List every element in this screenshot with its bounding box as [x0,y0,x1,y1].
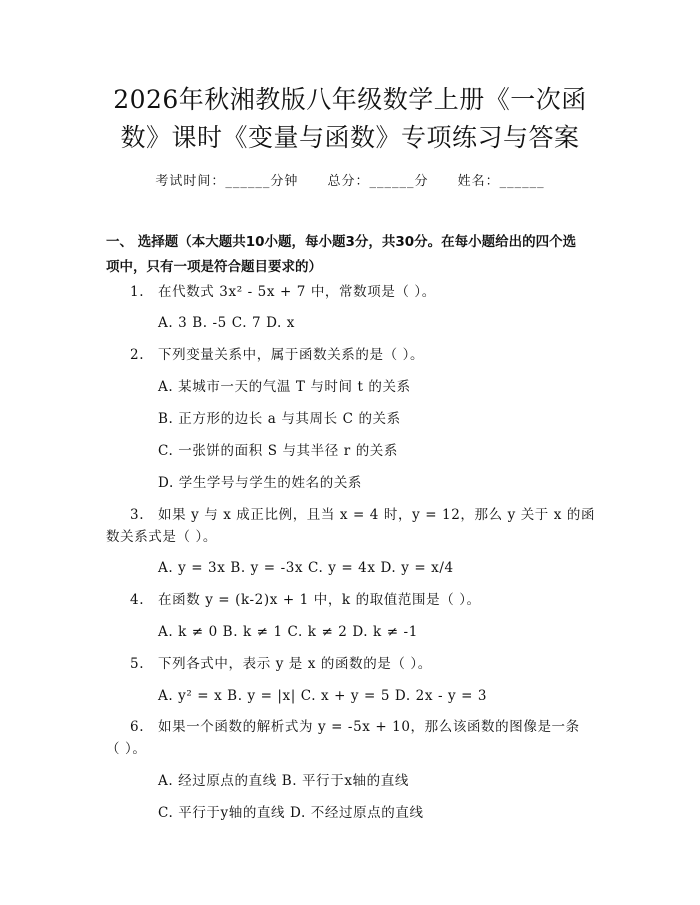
question-number: 4. [130,592,145,608]
question-number: 3. [130,507,145,523]
question-number: 6. [130,719,145,735]
section-heading [106,230,616,280]
question-4 [130,590,481,610]
exam-meta [0,170,700,189]
question-6-option-ab: A. 经过原点的直线 B. 平行于x轴的直线 [158,773,409,789]
question-text: 如果一个函数的解析式为 y = -5x + 10，那么该函数的图像是一条 [158,719,580,735]
section-heading-line-1: 一、 选择题（本大题共10小题，每小题3分，共30分。在每小题给出的四个选 [106,234,577,250]
question-2-option-c: C. 一张饼的面积 S 与其半径 r 的关系 [158,443,398,459]
question-5 [130,654,432,674]
question-text: 如果 y 与 x 成正比例，且当 x = 4 时，y = 12，那么 y 关于 x 的函 [158,507,596,523]
question-4-options: A. k ≠ 0 B. k ≠ 1 C. k ≠ 2 D. k ≠ -1 [158,624,418,640]
question-2-option-a: A. 某城市一天的气温 T 与时间 t 的关系 [158,379,411,395]
question-2-option-d: D. 学生学号与学生的姓名的关系 [158,475,363,491]
document-title-line-1: 2026年秋湘教版八年级数学上册《一次函 [113,85,587,114]
exam-time: 考试时间：______分钟 [155,174,299,189]
question-6-continued: （ ）。 [106,741,147,757]
question-3 [130,505,595,525]
question-6-option-cd: C. 平行于y轴的直线 D. 不经过原点的直线 [158,805,424,821]
question-text: 下列变量关系中，属于函数关系的是（ ）。 [158,347,425,363]
question-5-options: A. y² = x B. y = |x| C. x + y = 5 D. 2x - y = 3 [158,688,488,704]
question-number: 1. [130,284,145,300]
question-3-continued: 数关系式是（ ）。 [106,529,217,545]
question-text: 在函数 y = (k-2)x + 1 中，k 的取值范围是（ ）。 [158,592,481,608]
question-1 [130,282,436,302]
question-1-options: A. 3 B. -5 C. 7 D. x [158,315,296,331]
question-number: 5. [130,656,145,672]
section-heading-line-2: 项中，只有一项是符合题目要求的） [106,259,322,275]
document-title-line-2: 数》课时《变量与函数》专项练习与答案 [120,123,580,152]
exam-score: 总分：______分 [327,174,429,189]
question-6 [130,717,580,737]
question-text: 在代数式 3x² - 5x + 7 中，常数项是（ ）。 [158,284,436,300]
question-3-options: A. y = 3x B. y = -3x C. y = 4x D. y = x/4 [158,560,454,576]
student-name: 姓名：______ [457,174,545,189]
question-text: 下列各式中，表示 y 是 x 的函数的是（ ）。 [158,656,432,672]
question-2-option-b: B. 正方形的边长 a 与其周长 C 的关系 [158,411,401,427]
question-2 [130,345,424,365]
question-number: 2. [130,347,145,363]
